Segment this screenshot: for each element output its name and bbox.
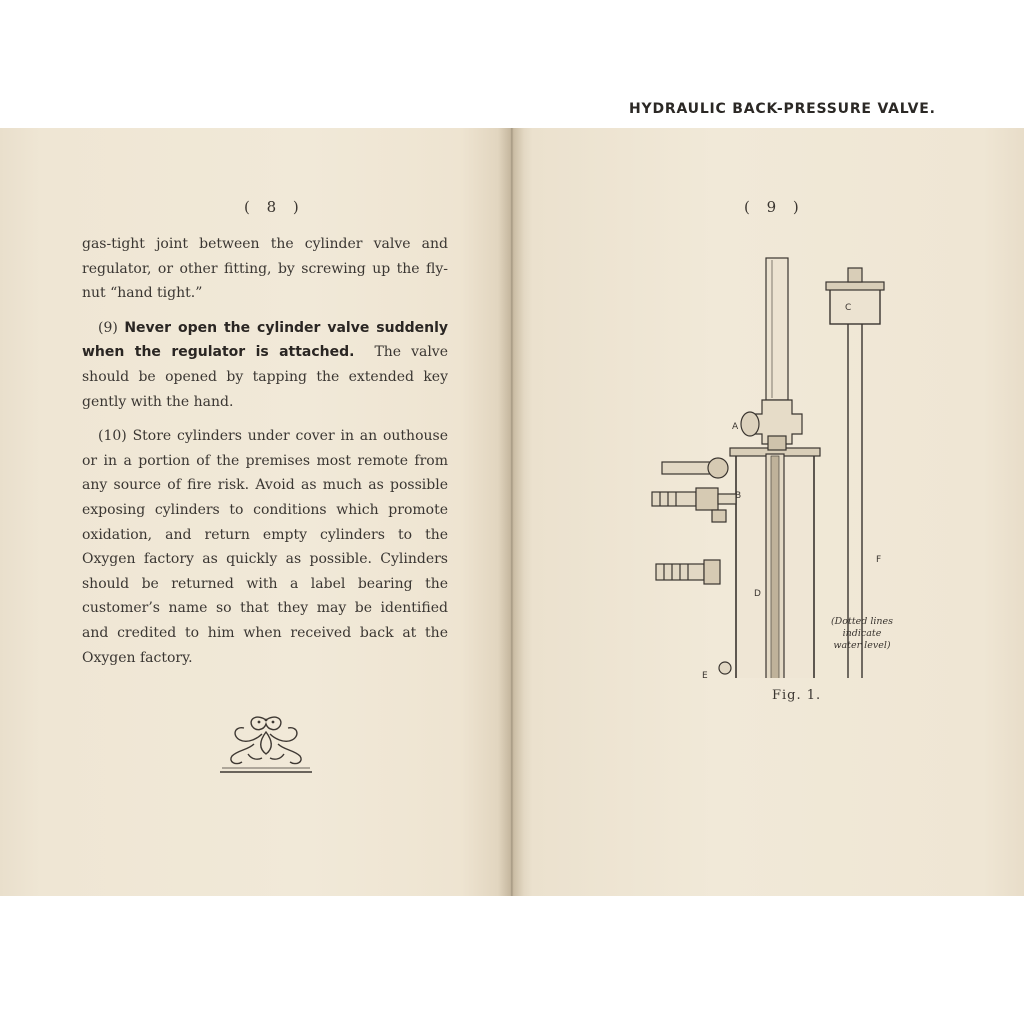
- label-d: D: [754, 589, 761, 599]
- continuation-paragraph: gas-tight joint between the cylinder valve and regulator, or other fitting, by screwing up the fly-nut “hand tight.”: [82, 236, 448, 302]
- inlet-pipe: [766, 258, 788, 400]
- label-a: A: [732, 422, 739, 432]
- floral-ornament-icon: [218, 714, 314, 776]
- left-page: [0, 128, 512, 896]
- water-level-note: [822, 616, 902, 652]
- label-e: E: [702, 671, 708, 678]
- book-gutter: [498, 128, 524, 896]
- back-pressure-valve-diagram: [616, 118, 916, 678]
- label-c: C: [845, 303, 852, 313]
- page-number-8: ( 8 ): [244, 198, 305, 216]
- figure-heading: HYDRAULIC BACK-PRESSURE VALVE.: [629, 101, 936, 117]
- left-page-text: [82, 232, 448, 670]
- label-f: F: [876, 555, 882, 565]
- cup-c: [830, 286, 880, 324]
- item-10-text: Store cylinders under cover in an outhouse or in a portion of the premises most remote from any source of fire risk. Avoid as much as possible exposing cylinders to conditions which promote oxidation, and return empty cylinders to the Oxygen factory as quickly as possible. Cylinders should be returned with a label bearing the customer’s name so that they may be identified and credited to him when received back at the Oxygen factory.: [82, 428, 448, 666]
- note-line-2: indicate: [842, 628, 882, 639]
- note-line-3: water level): [833, 640, 891, 651]
- label-b: B: [735, 491, 742, 501]
- page-number-9: ( 9 ): [744, 198, 805, 216]
- item-10-number: (10): [98, 428, 127, 445]
- item-9-number: (9): [98, 319, 118, 336]
- note-line-1: (Dotted lines: [830, 616, 894, 627]
- figure-caption: Fig. 1.: [772, 688, 822, 703]
- item-9-paragraph: [82, 316, 448, 414]
- item-10-paragraph: [82, 424, 448, 670]
- item-9-text: The valve should be opened by tapping the extended key gently with the hand.: [82, 344, 448, 410]
- item-9-warning: Never open the cylinder valve suddenly when the regulator is attached.: [82, 319, 448, 361]
